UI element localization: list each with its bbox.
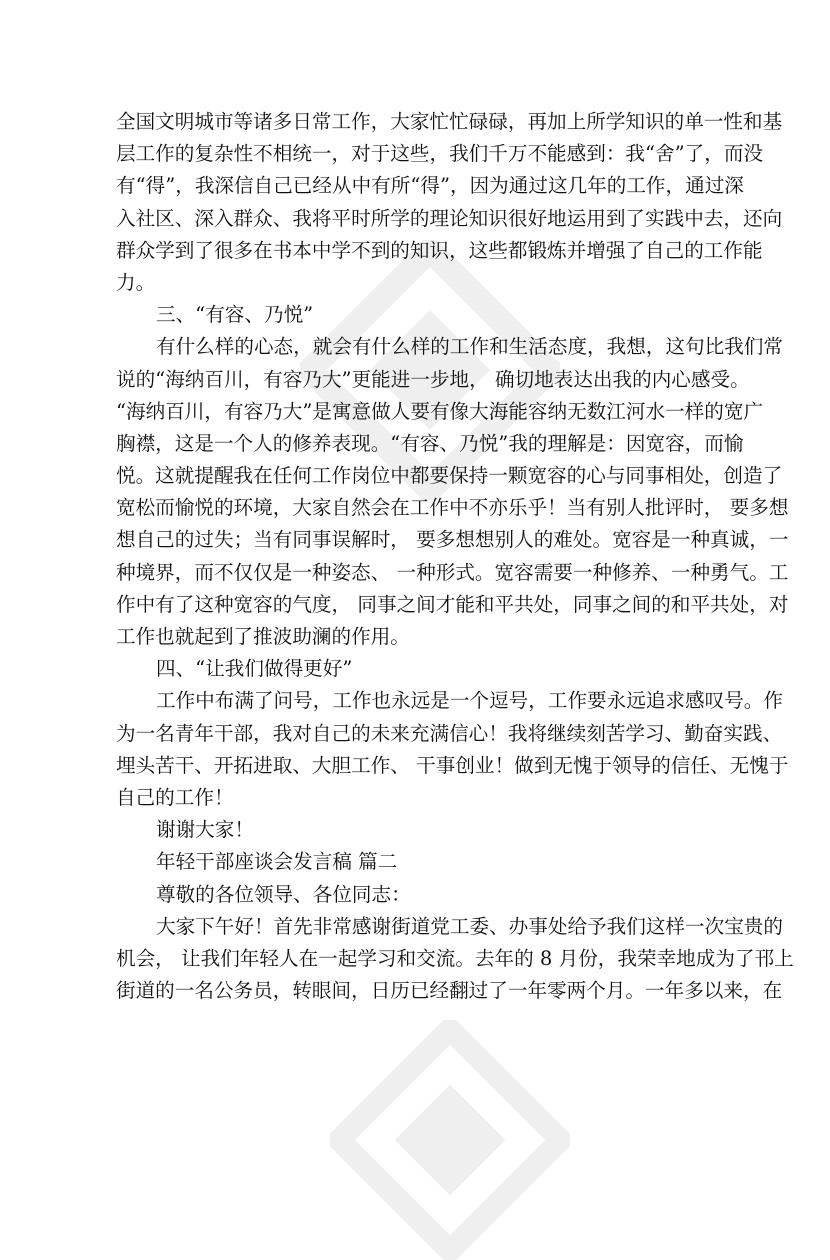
text-line: 有“得”，我深信自己已经从中有所“得”，因为通过这几年的工作，通过深: [116, 174, 744, 198]
text-line: 群众学到了很多在书本中学不到的知识，这些都锻炼并增强了自己的工作能: [116, 238, 763, 262]
section-heading-3: 三、“有容、乃悦”: [156, 303, 314, 327]
document-body: [116, 106, 794, 1007]
text-line: 全国文明城市等诸多日常工作，大家忙忙碌碌，再加上所学知识的单一性和基: [116, 110, 783, 133]
watermark-icon: [330, 1020, 570, 1260]
salutation: 尊敬的各位领导、各位同志：: [156, 882, 411, 906]
text-line: 作中有了这种宽容的气度， 同事之间才能和平共处，同事之间的和平共处，对: [116, 592, 789, 616]
text-line: 自己的工作！: [116, 785, 234, 809]
text-line: 宽松而愉悦的环境，大家自然会在工作中不亦乐乎！当有别人批评时， 要多想: [116, 496, 789, 520]
text-line: “海纳百川，有容乃大”是寓意做人要有像大海能容纳无数江河水一样的宽广: [116, 399, 764, 423]
text-line: 入社区、深入群众、我将平时所学的理论知识很好地运用到了实践中去，还向: [116, 206, 783, 230]
text-line: 为一名青年干部，我对自己的未来充满信心！我将继续刻苦学习、勤奋实践、: [116, 721, 783, 745]
section-heading-4: 四、“让我们做得更好”: [156, 657, 353, 681]
text-line: 工作中布满了问号，工作也永远是一个逗号，工作要永远追求感叹号。作: [156, 689, 783, 713]
text-line: 想自己的过失；当有同事误解时， 要多想想别人的难处。宽容是一种真诚，一: [116, 528, 789, 552]
text-line: 悦。这就提醒我在任何工作岗位中都要保持一颗宽容的心与同事相处，创造了: [116, 464, 783, 488]
text-line: 种境界，而不仅仅是一种姿态、 一种形式。宽容需要一种修养、一种勇气。工: [116, 560, 789, 584]
text-line: 力。: [116, 270, 156, 294]
text-line: 有什么样的心态，就会有什么样的工作和生活态度，我想，这句比我们常: [156, 335, 783, 359]
text-line: 工作也就起到了推波助澜的作用。: [116, 625, 410, 648]
text-line: 埋头苦干、开拓进取、大胆工作、 干事创业！做到无愧于领导的信任、无愧于: [116, 753, 789, 777]
text-line: 大家下午好！首先非常感谢街道党工委、办事处给予我们这样一次宝贵的: [156, 914, 783, 938]
text-line: 层工作的复杂性不相统一，对于这些，我们千万不能感到：我“舍”了，而没: [116, 142, 764, 166]
closing-line: 谢谢大家！: [156, 818, 254, 842]
text-line: 胸襟，这是一个人的修养表现。“有容、乃悦”我的理解是：因宽容，而愉: [116, 431, 744, 455]
text-line: 街道的一名公务员，转眼间，日历已经翻过了一年零两个月。一年多以来，在: [116, 979, 783, 1003]
article-title: 年轻干部座谈会发言稿 篇二: [156, 850, 398, 874]
text-line: 机会， 让我们年轻人在一起学习和交流。去年的 8 月份，我荣幸地成为了邗上: [116, 946, 794, 970]
text-line: 说的“海纳百川，有容乃大”更能进一步地， 确切地表达出我的内心感受。: [116, 367, 750, 391]
